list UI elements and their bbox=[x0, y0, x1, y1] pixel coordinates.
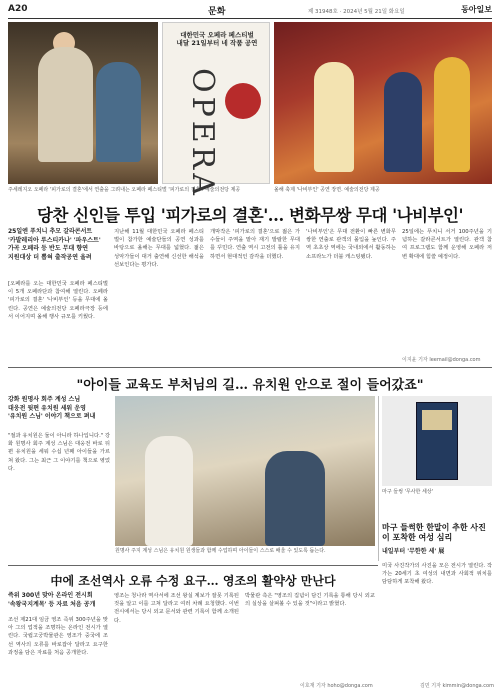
article3-headline: 마구 들썩한 한말이 추한 사진이 포착한 여성 심리 bbox=[382, 522, 486, 543]
poster-title: 대한민국 오페라 페스티벌 내달 21일부터 네 작품 공연 bbox=[176, 31, 258, 48]
article4-column-3: 박물관 측은 "영조의 집념이 담긴 기록을 통해 당시 외교의 실상을 살펴볼 수 있을 것"이라고 밝혔다. bbox=[245, 593, 375, 608]
poster-disc-graphic bbox=[225, 83, 261, 119]
book-caption: 마구 들썽 '무사한 세상' bbox=[382, 489, 433, 495]
article4-column-2: 영조는 청나라 역사서에 조선 왕실 계보가 잘못 기록된 것을 알고 이를 고쳐 달라고 여러 차례 요청했다. 이번 전시에서는 당시 외교 문서와 관련 기록이 함께 소개된다. bbox=[114, 593, 239, 624]
article3-subhead: 내일부터 '무한한 세' 展 bbox=[382, 548, 445, 555]
opera-photo-right bbox=[274, 22, 492, 184]
article3-byline: 김민 기자 kimmin@donga.com bbox=[420, 683, 494, 689]
poster-word: OPERA bbox=[185, 68, 220, 199]
photo-caption-left: 주세레지오 오페라 '피가로의 결혼'에서 연출을 그려내는 오페라 페스티벌 '피가로의 결혼'. 예술의전당 제공 bbox=[8, 187, 241, 193]
section-name: 문화 bbox=[208, 7, 226, 17]
article1-column-4: '나비부인'은 무대 전환이 빠른 변화무쌍한 연출로 관객의 몰입을 높인다. 주역 초초상 역에는 국내외에서 활동하는 소프라노가 더블 캐스팅됐다. bbox=[306, 229, 396, 260]
article1-column-5: 25일에는 푸치니 서거 100주년을 기념하는 갈라콘서트가 열린다. 관객 참여 프로그램도 함께 운영해 오페라 저변 확대에 힘쓸 예정이다. bbox=[402, 229, 492, 260]
article4-subhead: 즉위 300년 맞아 온라인 전시회 '속왕국지계목' 등 자료 처음 공개 bbox=[8, 592, 96, 608]
festival-poster bbox=[162, 22, 270, 199]
column-divider bbox=[378, 396, 379, 561]
article2-headline: "아이들 교육도 부처님의 길… 유치원 안으로 절이 들어갔죠" bbox=[76, 378, 424, 393]
article4-headline: 中에 조선역사 오류 수정 요구… 영조의 활약상 만난다 bbox=[50, 574, 336, 588]
article1-column-1: [오페라를 오는 대한민국 오페라 페스티벌이 5개 오페라단과 참여해 열린다. 오페라 '피가로의 결혼' '나비부인' 등을 무대에 올린다. 공연은 예술의전당 오페라극장 등에서 이어지며 올해 행사 규모를 키웠다. bbox=[8, 281, 108, 320]
article3-column-1: 미국 사진작가의 사진을 모은 전시가 열린다. 작가는 20세기 초 여성의 내면과 사회적 위치를 담담하게 포착해 왔다. bbox=[382, 563, 492, 586]
article2-column-1: "절과 유치원은 둘이 아니라 하나입니다." 강화 원명사 회주 계성 스님은 대웅전 바로 뒤편 유치원을 세워 수십 년째 아이들을 가르쳐 왔다. 그는 최근 그 이야기를 책으로 엮었다. bbox=[8, 433, 110, 472]
article4-byline: 이호재 기자 hoho@donga.com bbox=[300, 683, 373, 689]
article1-byline: 이지윤 기자 leemail@donga.com bbox=[402, 357, 481, 363]
opera-photo-left bbox=[8, 22, 158, 184]
issue-info: 제 31948호 · 2024년 5월 21일 화요일 bbox=[308, 9, 405, 15]
article1-subhead: 25일엔 푸치니 추모 갈라콘서트 '카발레리아 루스티카나' '파우스트' 가곡 오페라 등 반도 무대 향연 지원대상 더 뽑혀 출작공연 올려 bbox=[8, 228, 101, 262]
article4-column-1: 조선 제21대 임금 영조 즉위 300주년을 맞아 그의 업적을 조명하는 온라인 전시가 열린다. 국립고궁박물관은 영조가 중국에 조선 역사의 오류를 바로잡아 달라고 요구한 과정을 담은 자료를 처음 공개한다. bbox=[8, 617, 108, 656]
header-rule bbox=[8, 18, 492, 19]
section-rule-2 bbox=[8, 565, 378, 566]
monk-kindergarten-photo bbox=[115, 396, 375, 546]
section-rule-1 bbox=[8, 367, 492, 368]
page-number: A20 bbox=[8, 4, 28, 14]
newspaper-logo: 동아일보 bbox=[461, 4, 492, 14]
page-header bbox=[8, 4, 492, 18]
kindergarten-photo-caption: 원명사 주지 계성 스님은 유치원 원생들과 함께 수업하며 아이들이 스스로 배울 수 있도록 돕는다. bbox=[115, 548, 326, 554]
article1-headline: 당찬 신인들 투입 '피가로의 결혼'… 변화무쌍 무대 '나비부인' bbox=[36, 206, 463, 225]
article2-subhead: 강화 원명사 회주 계성 스님 대웅전 뒷편 유치원 세워 운영 '유치원 스님' 이야기 책으로 펴내 bbox=[8, 396, 96, 421]
article1-column-3: 개막작은 '피가로의 결혼'으로 젊은 가수들이 주역을 맡아 재기 발랄한 무대를 꾸민다. 연출 역시 고전의 틀을 유지하면서 현대적인 감각을 더했다. bbox=[210, 229, 300, 260]
photo-caption-right: 올해 축제 '나비부인' 공연 장면. 예술의전당 제공 bbox=[274, 187, 380, 193]
article1-column-2: 지난해 11월 대한민국 오페라 페스티벌이 참가한 예술단들의 공연 성과를 바탕으로 올해는 무대를 넓혔다. 젊은 성악가들이 대거 출연해 신선한 해석을 선보인다는 평가다. bbox=[114, 229, 204, 268]
book-cover-photo bbox=[382, 396, 492, 486]
